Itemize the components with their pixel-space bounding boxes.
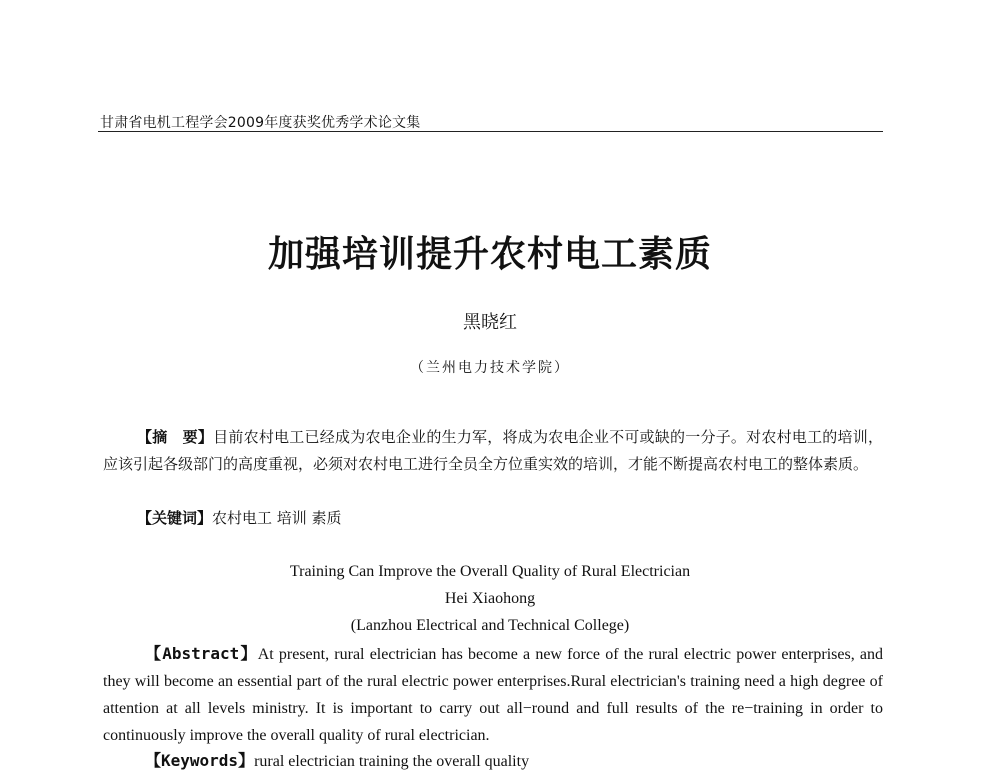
keywords-label-en: 【Keywords】 <box>145 751 255 770</box>
author-cn: 黑晓红 <box>463 312 517 333</box>
running-header: 甘肃省电机工程学会2009年度获奖优秀学术论文集 <box>100 115 421 131</box>
abstract-text-en: At present, rural electrician has become a new force of the rural electric power enterprises, and they will become an essential part of the rural electric power enterprises.Rural electrician's training need a high degree of attention at all levels ministry. It is important to carry out all−round and full results of the re−training in order to continuously improve the overall quality of rural electrician. <box>103 646 883 744</box>
paper-title-en: Training Can Improve the Overall Quality of Rural Electrician <box>289 563 691 580</box>
paper-title-cn: 加强培训提升农村电工素质 <box>267 233 712 275</box>
author-en: Hei Xiaohong <box>444 590 536 607</box>
header-divider <box>98 131 883 132</box>
abstract-cn <box>103 424 883 478</box>
abstract-label-en: 【Abstract】 <box>145 644 258 663</box>
keywords-label-cn: 【关键词】 <box>137 509 213 527</box>
keywords-text-cn: 农村电工 培训 素质 <box>212 509 342 527</box>
affiliation-cn: （兰州电力技术学院） <box>410 360 570 376</box>
abstract-label-cn: 【摘 要】 <box>137 428 214 446</box>
abstract-en <box>103 640 883 749</box>
keywords-text-en: rural electrician training the overall quality <box>254 753 530 770</box>
abstract-text-cn: 目前农村电工已经成为农电企业的生力军，将成为农电企业不可或缺的一分子。对农村电工的培训，应该引起各级部门的高度重视，必须对农村电工进行全员全方位重实效的培训，才能不断提高农村电工的整体素质。 <box>103 428 883 473</box>
affiliation-en: (Lanzhou Electrical and Technical College) <box>350 617 630 634</box>
keywords-cn <box>137 507 342 528</box>
